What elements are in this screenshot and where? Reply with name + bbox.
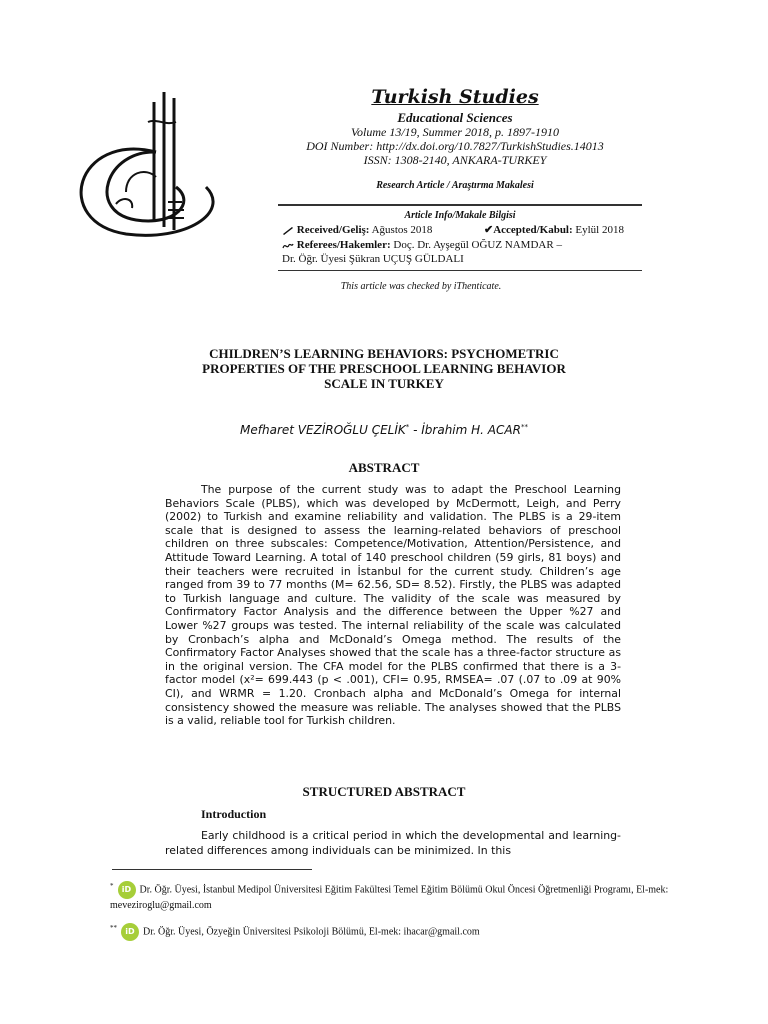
footnote-divider <box>112 869 312 870</box>
author-2-mark: ** <box>520 423 528 431</box>
article-info-box <box>278 204 642 271</box>
received-label: Received/Geliş: <box>296 224 370 236</box>
author-2: İbrahim H. ACAR <box>421 423 521 437</box>
author-separator: - <box>409 423 422 437</box>
footnote-1-text: Dr. Öğr. Üyesi, İstanbul Medipol Üniversitesi Eğitim Fakültesi Temel Eğitim Bölümü Okul Öncesi Öğretmenliği Programı, El-mek: meveziroglu@gmail.com <box>110 884 669 912</box>
introduction-heading: Introduction <box>201 807 267 821</box>
referees-label: Referees/Hakemler: <box>296 239 391 251</box>
tughra-logo <box>56 92 246 242</box>
ithenticate-note: This article was checked by iThenticate. <box>340 281 502 292</box>
issn-line: ISSN: 1308-2140, ANKARA-TURKEY <box>363 153 547 167</box>
accepted-value: Eylül 2018 <box>575 224 624 236</box>
structured-abstract-heading: STRUCTURED ABSTRACT <box>302 784 466 799</box>
title-line-1: CHILDREN’S LEARNING BEHAVIORS: PSYCHOMETRIC <box>209 346 559 361</box>
article-info-heading: Article Info/Makale Bilgisi <box>404 210 516 221</box>
abstract-heading: ABSTRACT <box>348 460 420 475</box>
referees-row <box>282 239 562 252</box>
orcid-icon[interactable]: iD <box>118 881 136 899</box>
author-1-mark: * <box>405 423 410 431</box>
received-value: Ağustos 2018 <box>371 224 433 236</box>
journal-title: Turkish Studies <box>371 86 539 108</box>
footnote-2-text: Dr. Öğr. Üyesi, Özyeğin Üniversitesi Psikoloji Bölümü, El-mek: ihacar@gmail.com <box>143 926 480 938</box>
title-line-3: SCALE IN TURKEY <box>324 376 444 391</box>
paper-title <box>160 346 608 391</box>
footnote-2 <box>110 922 670 941</box>
signature-icon <box>282 241 294 250</box>
accepted-label: ✔Accepted/Kabul: <box>484 224 573 236</box>
referees-line2: Dr. Öğr. Üyesi Şükran UÇUŞ GÜLDALI <box>282 253 464 265</box>
referees-line1: Doç. Dr. Ayşegül OĞUZ NAMDAR – <box>393 239 562 251</box>
footnote-1 <box>110 880 670 912</box>
received-row <box>282 224 432 237</box>
title-line-2: PROPERTIES OF THE PRESCHOOL LEARNING BEHAVIOR <box>202 361 566 376</box>
volume-line: Volume 13/19, Summer 2018, p. 1897-1910 <box>351 125 559 139</box>
orcid-icon[interactable]: iD <box>121 923 139 941</box>
introduction-body: Early childhood is a critical period in which the developmental and learning-related differences among individuals can be minimized. In this <box>165 829 621 857</box>
article-type: Research Article / Araştırma Makalesi <box>376 180 534 191</box>
footnote-1-mark: * <box>110 882 114 890</box>
pen-icon <box>282 226 294 235</box>
author-1: Mefharet VEZİROĞLU ÇELİK <box>240 423 406 437</box>
author-line <box>160 423 608 437</box>
footnote-2-mark: ** <box>110 924 117 932</box>
journal-subtitle: Educational Sciences <box>397 110 513 125</box>
doi-line[interactable]: DOI Number: http://dx.doi.org/10.7827/TurkishStudies.14013 <box>306 139 604 153</box>
accepted-row <box>484 224 624 237</box>
abstract-body: The purpose of the current study was to adapt the Preschool Learning Behaviors Scale (PLBS), which was developed by McDermott, Leigh, and Perry (2002) to Turkish and examine reliability and validation. The PLBS is a 29-item scale that is designed to assess the learning-related behaviors of preschool children on three subscales: Competence/Motivation, Attention/Persistence, and Attitude Toward Learning. A total of 140 preschool children (59 girls, 81 boys) and their teachers were recruited in İstanbul for the current study. Children’s age ranged from 39 to 77 months (M= 62.56, SD= 8.52). Firstly, the PLBS was adapted to Turkish language and culture. The validity of the scale was measured by Confirmatory Factor Analysis and the difference between the Upper %27 and Lower %27 groups was tested. The internal reliability of the scale was calculated by Cronbach’s alpha and McDonald’s Omega method. The results of the Confirmatory Factor Analyses showed that the scale has a three-factor structure as in the original version. The CFA model for the PLBS confirmed that there is a 3-factor model (x²= 699.443 (p < .001), CFI= 0.95, RMSEA= .07 (.07 to .09 at 90% CI), and WRMR = 1.20. Cronbach alpha and McDonald’s Omega for internal consistency showed the measure was reliable. The analyses showed that the PLBS is a valid, reliable tool for Turkish children. <box>165 483 621 728</box>
